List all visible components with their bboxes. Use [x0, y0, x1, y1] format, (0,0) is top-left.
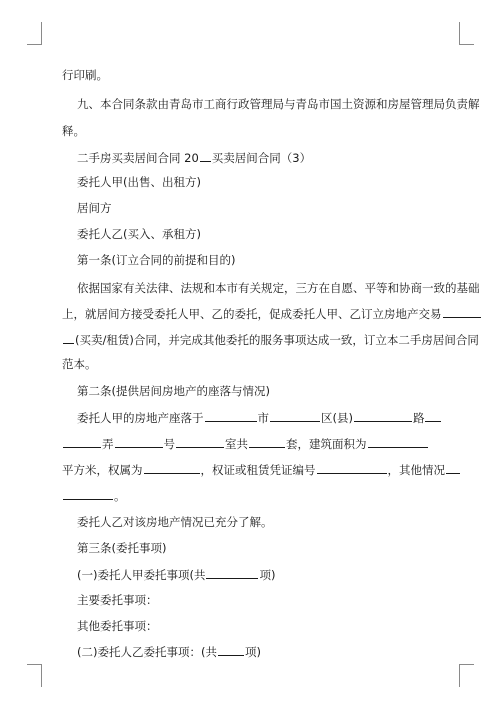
blank-field: [144, 462, 200, 474]
blank-field: [425, 410, 441, 422]
blank-field: [218, 644, 244, 656]
paragraph-line: 其他委托事项：: [77, 619, 158, 633]
blank-field: [200, 150, 211, 162]
party-label: 委托人乙(买入、承租方): [77, 227, 201, 241]
party-label: 委托人甲(出售、出租方): [77, 175, 201, 189]
paragraph-line: 委托人乙对该房地产情况已充分了解。: [77, 515, 273, 529]
party-label: 居间方: [77, 201, 112, 215]
blank-field: [63, 488, 113, 500]
paragraph-line: 弄 号 室共 套，建筑面积为: [62, 436, 429, 451]
blank-field: [270, 410, 320, 422]
paragraph-line: 依据国家有关法律、法规和本市有关规定，三方在自愿、平等和协商一致的基础: [77, 281, 480, 295]
blank-field: [446, 462, 460, 474]
blank-field: [443, 306, 481, 318]
blank-field: [354, 410, 412, 422]
blank-field: [317, 462, 387, 474]
paragraph-line: 释。: [62, 124, 85, 138]
crop-mark-bottom-right: [459, 664, 474, 687]
paragraph-line: 范本。: [62, 357, 97, 371]
blank-field: [206, 567, 258, 579]
paragraph-line: (一)委托人甲委托事项(共 项): [77, 568, 276, 582]
paragraph-line: 主要委托事项：: [77, 593, 158, 607]
paragraph-line: 上，就居间方接受委托人甲、乙的委托，促成委托人甲、乙订立房地产交易: [62, 306, 482, 321]
contract-subtitle: 二手房买卖居间合同 20 买卖居间合同（3）: [77, 151, 312, 165]
blank-field: [115, 436, 163, 448]
blank-field: [63, 332, 74, 344]
blank-field: [249, 436, 285, 448]
article-heading: 第三条(委托事项): [77, 541, 167, 555]
paragraph-line: 平方米，权属为 ，权证或租赁凭证编号 ，其他情况: [62, 462, 461, 477]
article-heading: 第二条(提供居间房地产的座落与情况): [77, 384, 270, 398]
blank-field: [63, 436, 101, 448]
article-heading: 第一条(订立合同的前提和目的): [77, 253, 236, 267]
paragraph-line: (买卖/租赁)合同，并完成其他委托的服务事项达成一致，订立本二手房居间合同: [62, 332, 479, 347]
paragraph-line: (二)委托人乙委托事项：(共 项): [77, 645, 261, 659]
blank-field: [368, 436, 428, 448]
crop-mark-bottom-left: [27, 664, 42, 687]
blank-field: [205, 410, 257, 422]
crop-mark-top-right: [459, 22, 474, 45]
blank-field: [176, 436, 224, 448]
paragraph-line: 行印刷。: [62, 68, 108, 82]
paragraph-line: 九、本合同条款由青岛市工商行政管理局与青岛市国土资源和房屋管理局负责解: [77, 97, 480, 111]
paragraph-line: 。: [62, 488, 126, 503]
crop-mark-top-left: [27, 22, 42, 45]
paragraph-line: 委托人甲的房地产座落于 市 区(县) 路: [77, 410, 442, 425]
